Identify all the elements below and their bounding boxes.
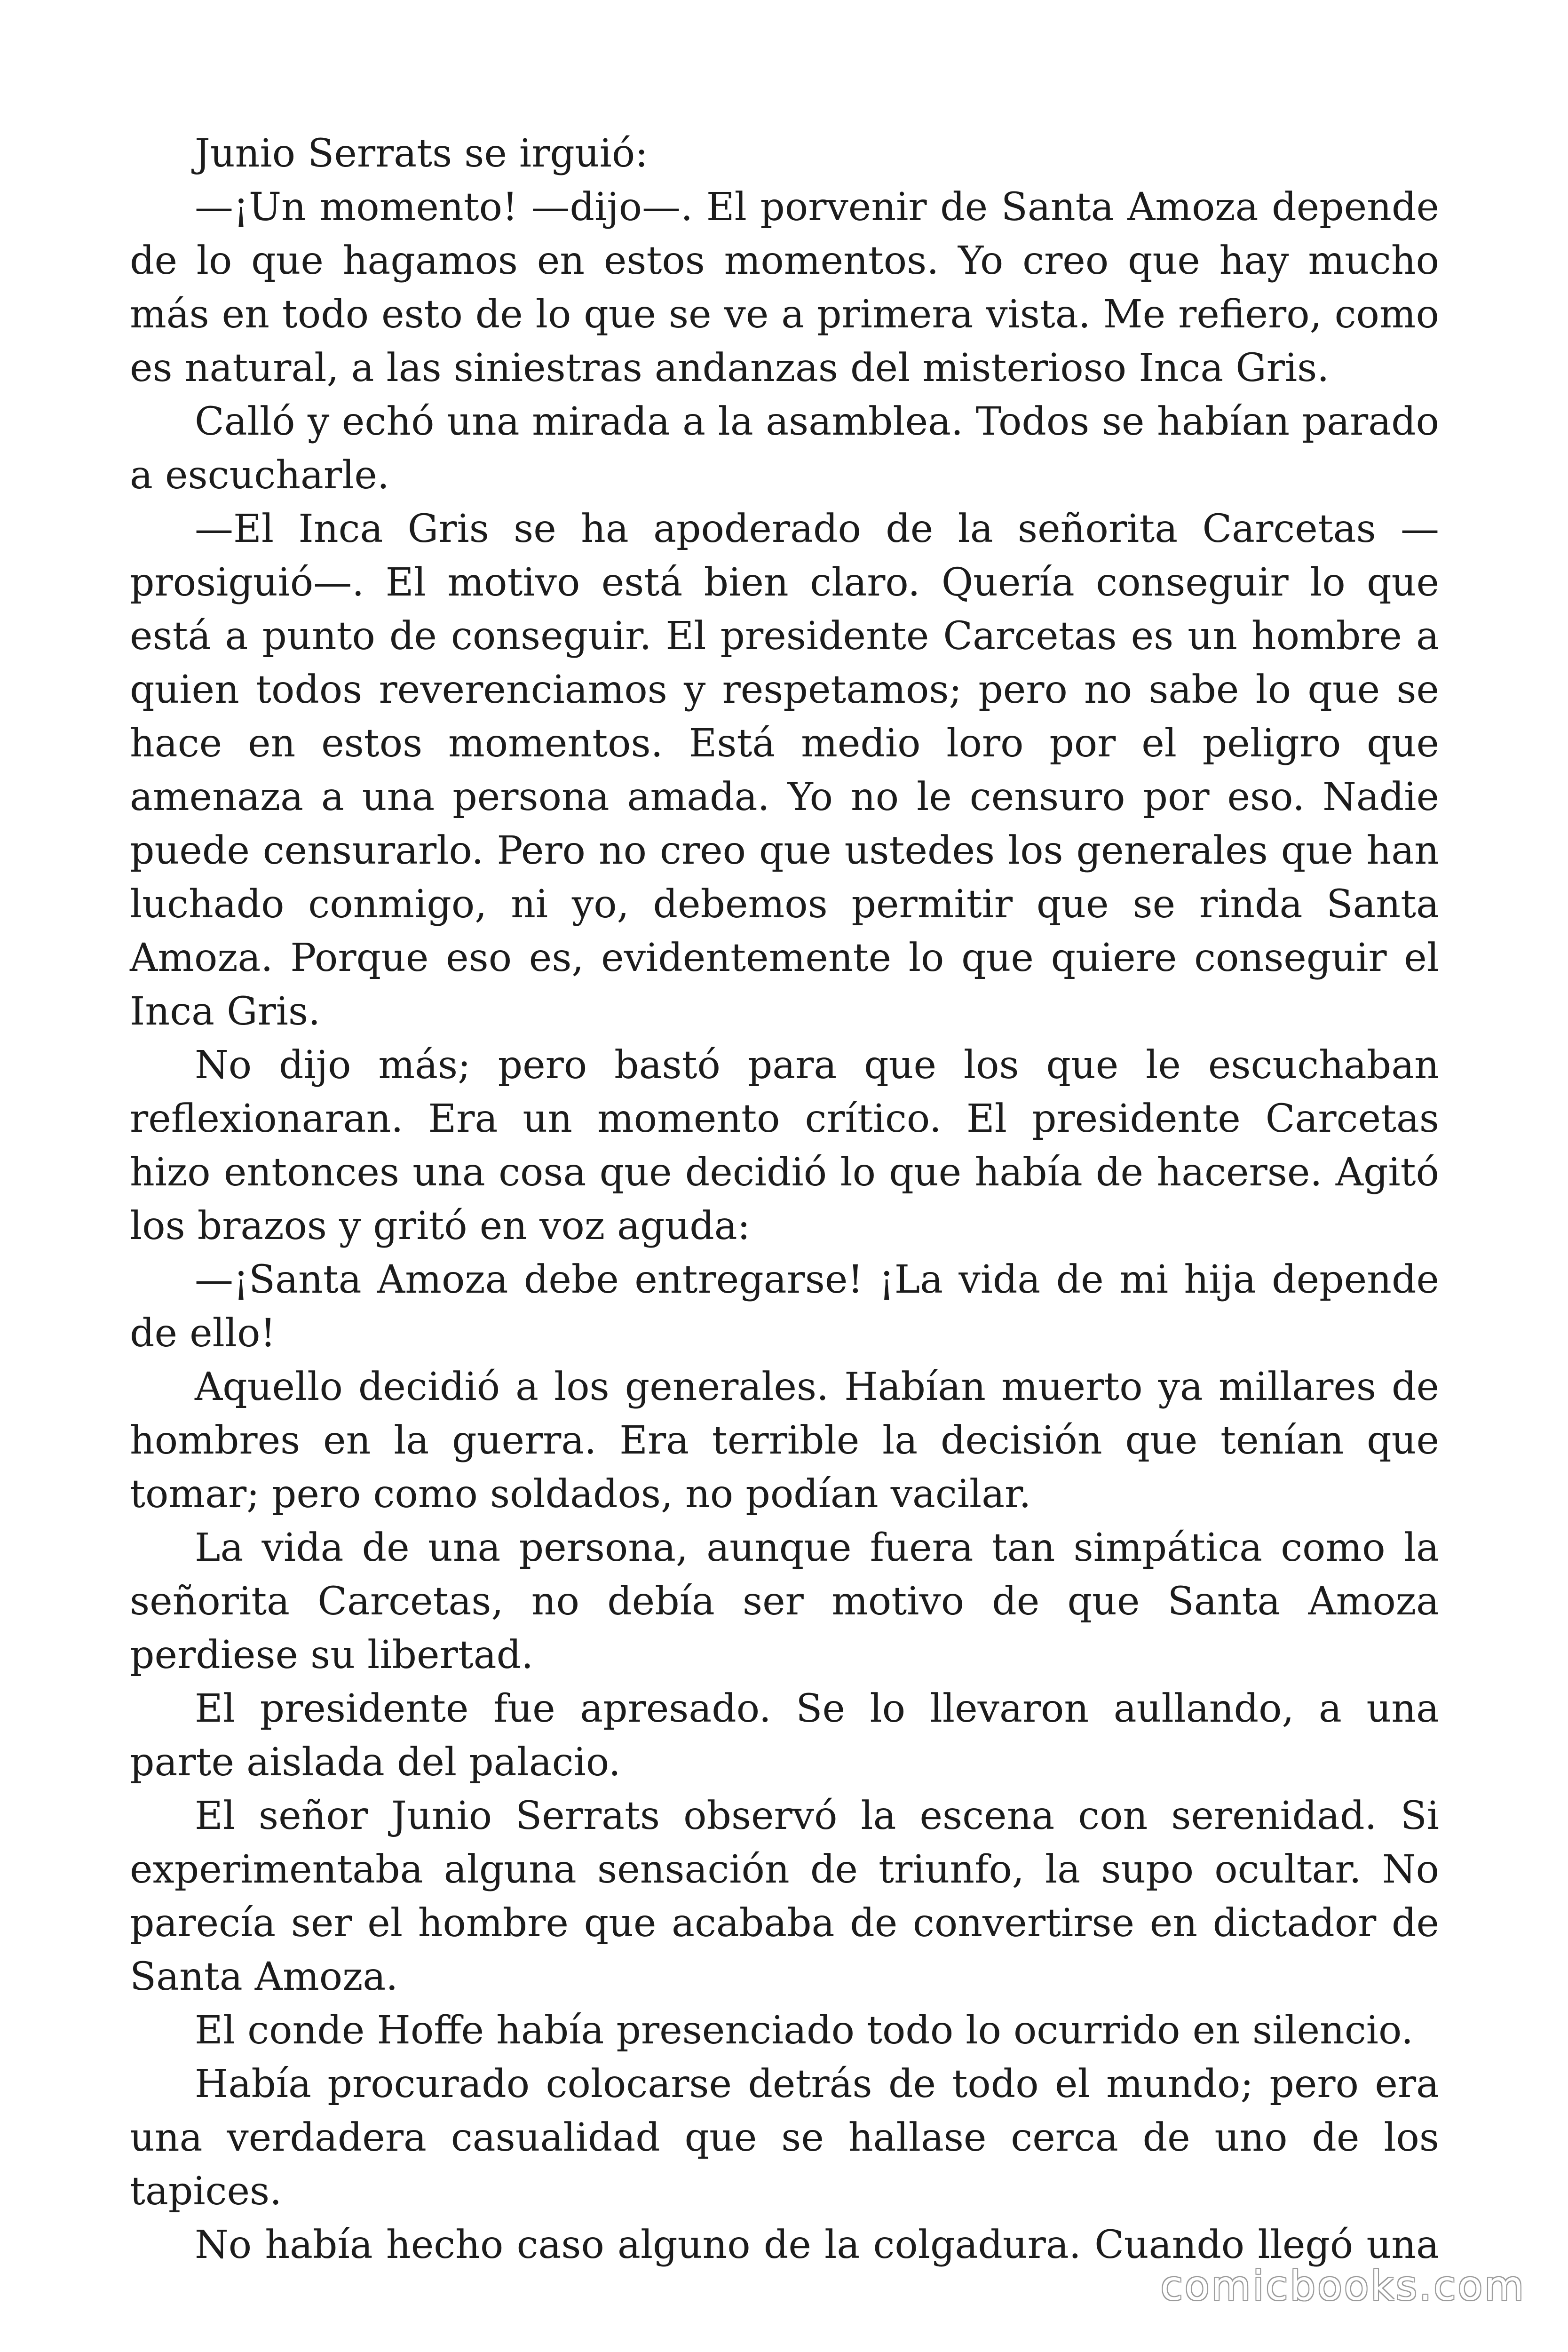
watermark: comicbooks.com [1160, 2263, 1526, 2310]
paragraph: Aquello decidió a los generales. Habían muerto ya millares de hombres en la guerra. Era terrible la decisión que tenían que tomar; pero como soldados, no podían vacilar. [130, 1365, 1439, 1517]
paragraph: Junio Serrats se irguió: [195, 131, 648, 176]
paragraph: —El Inca Gris se ha apoderado de la señorita Carcetas —prosiguió—. El motivo está bien claro. Quería conseguir lo que está a punto de conseguir. El presidente Carcetas es un hombre a quien todos reverenciamos y respetamos; pero no sabe lo que se hace en estos momentos. Está medio loro por el peligro que amenaza a una persona amada. Yo no le censuro por eso. Nadie puede censurarlo. Pero no creo que ustedes los generales que han luchado conmigo, ni yo, debemos permitir que se rinda Santa Amoza. Porque eso es, evidentemente lo que quiere conseguir el Inca Gris. [130, 507, 1439, 1034]
paragraph: El presidente fue apresado. Se lo llevaron aullando, a una parte aislada del palacio. [130, 1686, 1439, 1785]
paragraph-last: No había hecho caso alguno de la colgadura. Cuando llegó una [195, 2223, 1439, 2267]
paragraph: Calló y echó una mirada a la asamblea. Todos se habían parado a escucharle. [130, 399, 1439, 498]
paragraph: La vida de una persona, aunque fuera tan simpática como la señorita Carcetas, no debía ser motivo de que Santa Amoza perdiese su libertad. [130, 1526, 1439, 1677]
paragraph: —¡Un momento! —dijo—. El porvenir de Santa Amoza depende de lo que hagamos en estos momentos. Yo creo que hay mucho más en todo esto de lo que se ve a primera vista. Me refiero, como es natural, a las siniestras andanzas del misterioso Inca Gris. [130, 185, 1439, 390]
paragraph: No dijo más; pero bastó para que los que le escuchaban reflexionaran. Era un momento crítico. El presidente Carcetas hizo entonces una cosa que decidió lo que había de hacerse. Agitó los brazos y gritó en voz aguda: [130, 1043, 1439, 1248]
paragraph: El señor Junio Serrats observó la escena con serenidad. Si experimentaba alguna sensación de triunfo, la supo ocultar. No parecía ser el hombre que acababa de convertirse en dictador de Santa Amoza. [130, 1794, 1439, 1999]
paragraph: —¡Santa Amoza debe entregarse! ¡La vida de mi hija depende de ello! [130, 1257, 1439, 1356]
paragraph: El conde Hoffe había presenciado todo lo ocurrido en silencio. [195, 2008, 1414, 2053]
page-text [130, 127, 1439, 2272]
paragraph: Había procurado colocarse detrás de todo el mundo; pero era una verdadera casualidad que se hallase cerca de uno de los tapices. [130, 2062, 1439, 2214]
